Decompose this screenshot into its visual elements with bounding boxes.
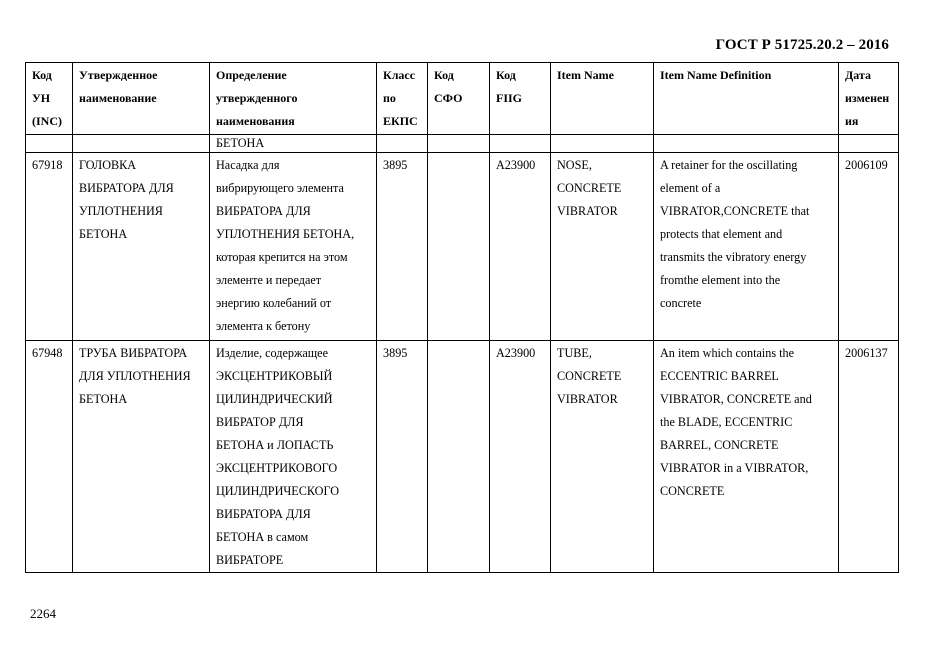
column-header-item-definition: Item Name Definition (654, 63, 839, 135)
cell-sfo (428, 153, 490, 341)
cell-item-definition: An item which contains the ECCENTRIC BARREL VIBRATOR, CONCRETE and the BLADE, ECCENTRIC BARREL, CONCRETE VIBRATOR in a VIBRATOR, CONCRETE (654, 341, 839, 573)
cell-date: 2006109 (839, 153, 899, 341)
cell-approved-name (73, 135, 210, 153)
cell-fiig: A23900 (490, 153, 551, 341)
column-header-approved-name: Утвержденное наименование (73, 63, 210, 135)
cell-item-name: NOSE, CONCRETE VIBRATOR (551, 153, 654, 341)
page-number: 2264 (30, 606, 56, 621)
cell-fiig: A23900 (490, 341, 551, 573)
cell-date (839, 135, 899, 153)
column-header-inc: Код УН (INC) (26, 63, 73, 135)
cell-definition: Насадка для вибрирующего элемента ВИБРАТОРА ДЛЯ УПЛОТНЕНИЯ БЕТОНА, которая крепится на этом элементе и передает энергию колебаний от элемента к бетону (210, 153, 377, 341)
table-row (26, 341, 899, 573)
cell-item-name (551, 135, 654, 153)
cell-class (377, 135, 428, 153)
cell-item-name: TUBE, CONCRETE VIBRATOR (551, 341, 654, 573)
cell-date: 2006137 (839, 341, 899, 573)
cell-item-definition: A retainer for the oscillating element of a VIBRATOR,CONCRETE that protects that element and transmits the vibratory energy fromthe element into the concrete (654, 153, 839, 341)
cell-item-definition (654, 135, 839, 153)
cell-definition: Изделие, содержащее ЭКСЦЕНТРИКОВЫЙ ЦИЛИНДРИЧЕСКИЙ ВИБРАТОР ДЛЯ БЕТОНА и ЛОПАСТЬ ЭКСЦЕНТРИКОВОГО ЦИЛИНДРИЧЕСКОГО ВИБРАТОРА ДЛЯ БЕТОНА в самом ВИБРАТОРЕ (210, 341, 377, 573)
column-header-date: Дата изменен ия (839, 63, 899, 135)
cell-sfo (428, 135, 490, 153)
document-standard-header: ГОСТ Р 51725.20.2 – 2016 (715, 37, 889, 53)
cell-inc: 67918 (26, 153, 73, 341)
cell-approved-name: ГОЛОВКА ВИБРАТОРА ДЛЯ УПЛОТНЕНИЯ БЕТОНА (73, 153, 210, 341)
cell-sfo (428, 341, 490, 573)
cell-class: 3895 (377, 341, 428, 573)
cell-fiig (490, 135, 551, 153)
column-header-definition: Определение утвержденного наименования (210, 63, 377, 135)
column-header-sfo: Код СФО (428, 63, 490, 135)
cell-definition: БЕТОНА (210, 135, 377, 153)
cell-class: 3895 (377, 153, 428, 341)
cell-inc (26, 135, 73, 153)
table-row-continuation (26, 135, 899, 153)
column-header-item-name: Item Name (551, 63, 654, 135)
table-header-row (26, 63, 899, 135)
table-row (26, 153, 899, 341)
nomenclature-table (25, 62, 899, 573)
column-header-class: Класс по ЕКПС (377, 63, 428, 135)
cell-inc: 67948 (26, 341, 73, 573)
cell-approved-name: ТРУБА ВИБРАТОРА ДЛЯ УПЛОТНЕНИЯ БЕТОНА (73, 341, 210, 573)
column-header-fiig: Код FIIG (490, 63, 551, 135)
